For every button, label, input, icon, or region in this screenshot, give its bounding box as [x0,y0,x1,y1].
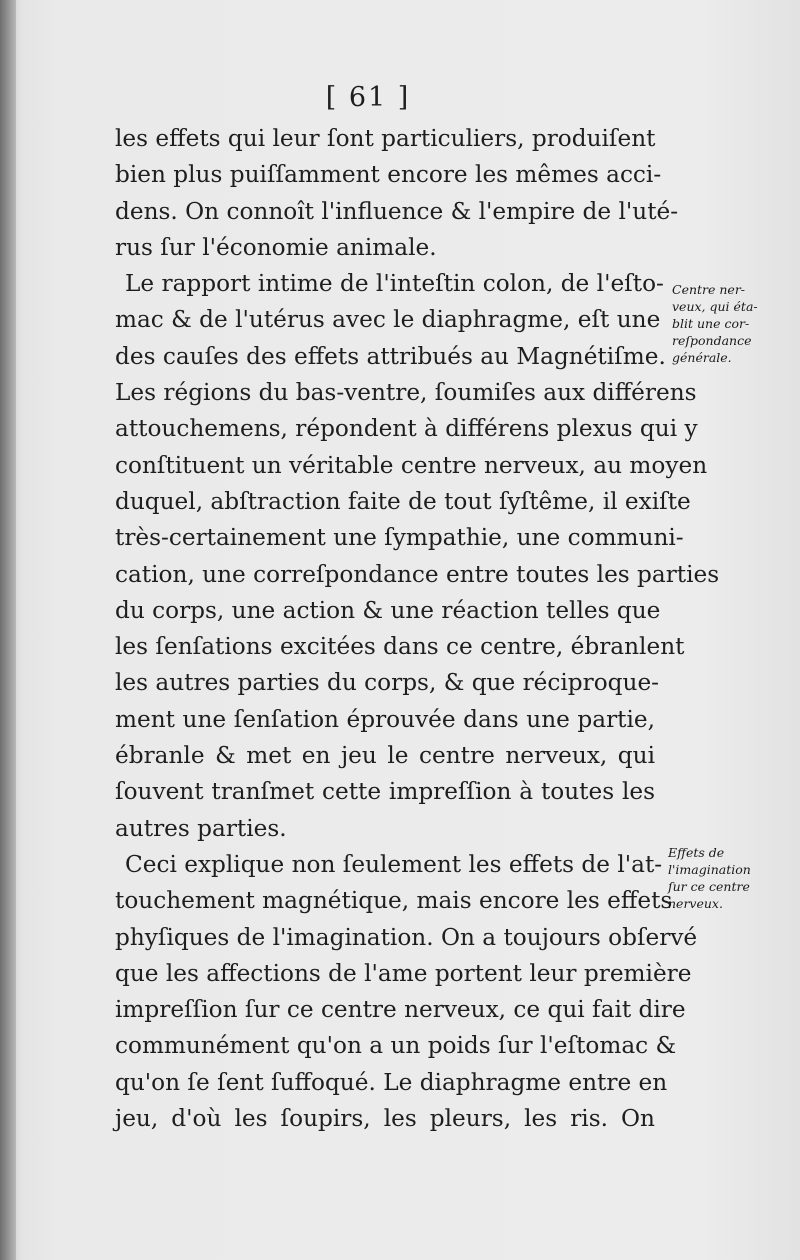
page-number: [ 61 ] [325,82,411,113]
margin-note-line: l'imagination [668,862,751,877]
text-line: jeu, d'où les ſoupirs, les pleurs, les ris. On [115,1105,655,1133]
text-line: rus ſur l'économie animale. [115,233,437,261]
margin-note-line: veux, qui éta- [672,299,758,314]
margin-note-line: nerveux. [668,896,723,911]
text-line: Les régions du bas-ventre, ſoumiſes aux différens [115,379,697,407]
text-line: phyſiques de l'imagination. On a toujours obſervé [115,923,698,951]
text-line: Ceci explique non ſeulement les effets de l'at- [125,850,663,878]
text-line: ſouvent tranſmet cette impreſſion à toutes les [115,778,655,806]
text-line: duquel, abſtraction faite de tout ſyſtême, il exiſte [115,487,691,515]
margin-note-line: Centre ner- [672,282,746,297]
margin-note-line: générale. [672,350,732,365]
margin-note-effets-imagination [668,844,768,912]
text-line: ébranle & met en jeu le centre nerveux, qui [115,742,655,770]
text-line: du corps, une action & une réaction telles que [115,596,661,624]
text-line: des cauſes des effets attribués au Magnétiſme. [115,342,666,370]
text-line: qu'on ſe ſent ſuffoqué. Le diaphragme entre en [115,1068,668,1096]
text-line: très-certainement une ſympathie, une communi- [115,524,684,552]
text-line: touchement magnétique, mais encore les effets [115,887,673,915]
margin-note-line: blit une cor- [672,316,750,331]
margin-note-line: Effets de [668,845,725,860]
text-line: cation, une correſpondance entre toutes les parties [115,560,720,588]
text-line: dens. On connoît l'influence & l'empire de l'uté- [115,197,679,225]
text-line: conſtituent un véritable centre nerveux, au moyen [115,451,708,479]
text-line: communément qu'on a un poids ſur l'eſtomac & [115,1032,677,1060]
text-line: autres parties. [115,814,287,842]
text-line: les autres parties du corps, & que réciproque- [115,669,660,697]
margin-note-line: ſur ce centre [668,879,750,894]
text-line: mac & de l'utérus avec le diaphragme, eſt une [115,306,661,334]
margin-note-centre-nerveux [672,281,772,366]
text-line: ment une ſenſation éprouvée dans une partie, [115,705,655,733]
text-line: les effets qui leur ſont particuliers, produiſent [115,125,656,152]
text-line: Le rapport intime de l'inteſtin colon, de l'eſto- [125,270,664,298]
text-line: bien plus puiſſamment encore les mêmes acci- [115,161,662,189]
page-gutter [0,0,16,1260]
text-line: que les affections de l'ame portent leur première [115,959,692,987]
margin-note-line: reſpondance [672,333,752,348]
text-line: les ſenſations excitées dans ce centre, ébranlent [115,633,685,661]
text-line: impreſſion ſur ce centre nerveux, ce qui fait dire [115,996,686,1024]
text-line: attouchemens, répondent à différens plexus qui y [115,415,698,443]
